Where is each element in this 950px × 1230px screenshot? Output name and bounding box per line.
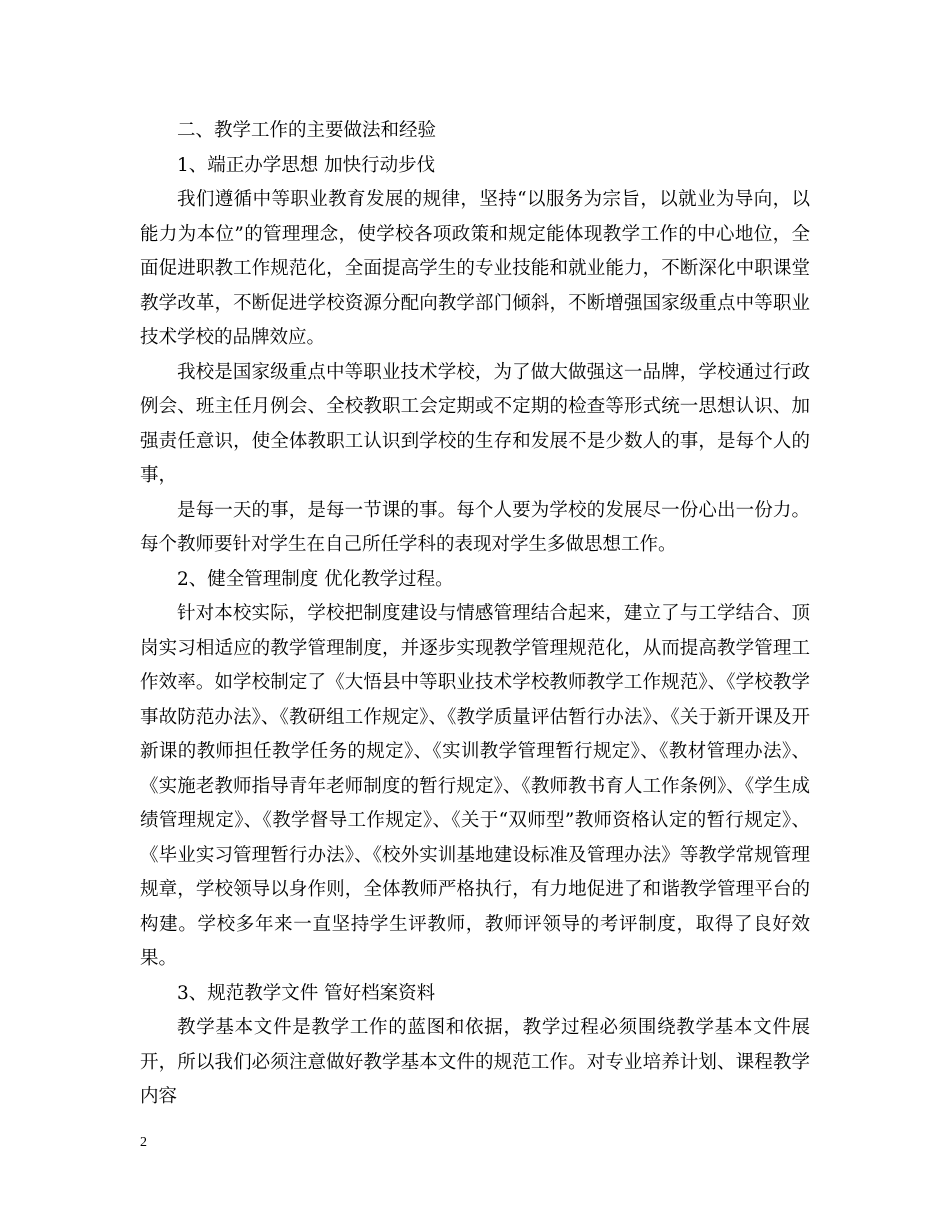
paragraph-4: 针对本校实际，学校把制度建设与情感管理结合起来，建立了与工学结合、顶岗实习相适应的教学管理制度，并逐步实现教学管理规范化，从而提高教学管理工作效率。如学校制定了《大悟县中等职业技术学校教师教学工作规范》、《学校教学事故防范办法》、《教研组工作规定》、《教学质量评估暂行办法》、《关于新开课及开新课的教师担任教学任务的规定》、《实训教学管理暂行规定》、《教材管理办法》、《实施老教师指导青年老师制度的暂行规定》、《教师教书育人工作条例》、《学生成绩管理规定》、《教学督导工作规定》、《关于“双师型”教师资格认定的暂行规定》、《毕业实习管理暂行办法》、《校外实训基地建设标准及管理办法》等教学常规管理规章，学校领导以身作则，全体教师严格执行，有力地促进了和谐教学管理平台的构建。学校多年来一直坚持学生评教师，教师评领导的考评制度，取得了良好效果。: [140, 603, 810, 969]
section-heading: 二、教学工作的主要做法和经验: [177, 120, 437, 141]
paragraph-3: 是每一天的事，是每一节课的事。每个人要为学校的发展尽一份心出一份力。每个教师要针对学生在自己所任学科的表现对学生多做思想工作。: [140, 499, 810, 555]
paragraph-1: 我们遵循中等职业教育发展的规律，坚持“以服务为宗旨，以就业为导向，以能力为本位”的管理理念，使学校各项政策和规定能体现教学工作的中心地位，全面促进职教工作规范化，全面提高学生的专业技能和就业能力，不断深化中职课堂教学改革，不断促进学校资源分配向教学部门倾斜，不断增强国家级重点中等职业技术学校的品牌效应。: [140, 189, 810, 348]
paragraph-5: 教学基本文件是教学工作的蓝图和依据，教学过程必须围绕教学基本文件展开，所以我们必须注意做好教学基本文件的规范工作。对专业培养计划、课程教学内容: [140, 1017, 810, 1107]
subheading-1: 1、端正办学思想 加快行动步伐: [177, 154, 436, 176]
subheading-3: 3、规范教学文件 管好档案资料: [177, 982, 436, 1004]
page-number: 2: [140, 1135, 147, 1150]
subheading-2: 2、健全管理制度 优化教学过程。: [177, 568, 454, 590]
paragraph-2: 我校是国家级重点中等职业技术学校，为了做大做强这一品牌，学校通过行政例会、班主任月例会、全校教职工会定期或不定期的检查等形式统一思想认识、加强责任意识，使全体教职工认识到学校的生存和发展不是少数人的事，是每个人的事，: [140, 361, 810, 486]
document-body: [140, 114, 810, 1115]
